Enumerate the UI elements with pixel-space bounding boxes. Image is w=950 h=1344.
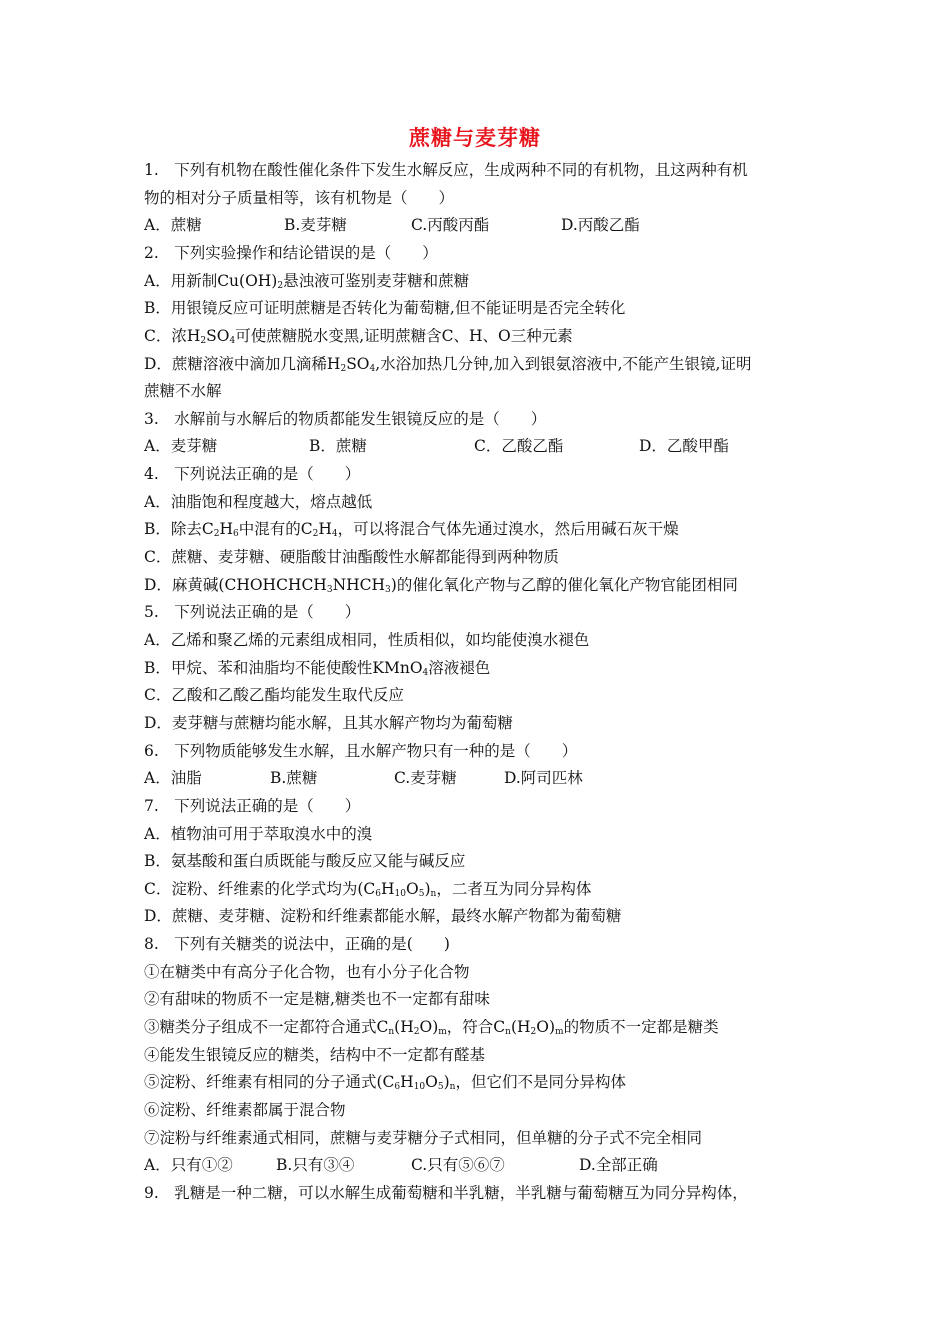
q2-stem: 2. 下列实验操作和结论错误的是（ ） [144,244,438,262]
q8-statement-2: ②有甜味的物质不一定是糖,糖类也不一定都有甜味 [144,990,490,1008]
q8-option-d: D.全部正确 [579,1156,658,1174]
q6-option-a: A．油脂 [144,769,202,787]
q3-option-b: B．蔗糖 [309,437,367,455]
q4-option-c: C．蔗糖、麦芽糖、硬脂酸甘油酯酸性水解都能得到两种物质 [144,548,559,566]
q9-stem: 9. 乳糖是一种二糖，可以水解生成葡萄糖和半乳糖，半乳糖与葡萄糖互为同分异构体， [144,1184,748,1202]
q7-stem: 7. 下列说法正确的是（ ） [144,797,361,815]
q8-option-b: B.只有③④ [276,1156,355,1174]
q8-statement-3: ③糖类分子组成不一定都符合通式$C_n(H_2O)_m$，符合$C_n(H_2O)_m$的物质不一定都是糖类 [144,1018,719,1037]
q8-statement-6: ⑥淀粉、纤维素都属于混合物 [144,1101,346,1119]
q8-statement-5: ⑤淀粉、纤维素有相同的分子通式$(C_6H_{10}O_5)_n$，但它们不是同分异构体 [144,1073,626,1092]
q6-option-c: C.麦芽糖 [394,769,457,787]
q8-option-a: A．只有①② [144,1156,233,1174]
q7-option-c: C．淀粉、纤维素的化学式均为$(C_6H_{10}O_5)_n$，二者互为同分异构体 [144,880,592,899]
q1-option-a: A．蔗糖 [144,216,202,234]
q4-stem: 4. 下列说法正确的是（ ） [144,465,361,483]
q2-option-a: A．用新制$Cu(OH)_2$悬浊液可鉴别麦芽糖和蔗糖 [144,272,470,291]
q2-option-d-continued: 蔗糖不水解 [144,382,222,400]
q8-option-c: C.只有⑤⑥⑦ [411,1156,505,1174]
q2-option-d: D．蔗糖溶液中滴加几滴稀$H_2SO_4$,水浴加热几分钟,加入到银氨溶液中,不能产生银镜,证明 [144,355,752,374]
q1-stem-line-2: 物的相对分子质量相等，该有机物是（ ） [144,189,455,207]
q5-stem: 5. 下列说法正确的是（ ） [144,603,361,621]
q2-option-c: C．浓$H_2SO_4$可使蔗糖脱水变黑,证明蔗糖含C、H、O三种元素 [144,327,573,346]
q8-options [144,1155,658,1175]
q1-stem-line-1: 1. 下列有机物在酸性催化条件下发生水解反应，生成两种不同的有机物，且这两种有机 [144,161,748,179]
q6-option-b: B.蔗糖 [270,769,318,787]
q7-option-b: B．氨基酸和蛋白质既能与酸反应又能与碱反应 [144,852,466,870]
q8-statement-1: ①在糖类中有高分子化合物，也有小分子化合物 [144,963,470,981]
q6-stem: 6. 下列物质能够发生水解，且水解产物只有一种的是（ ） [144,742,578,760]
q4-option-b: B．除去$C_2H_6$中混有的$C_2H_4$，可以将混合气体先通过溴水，然后用碱石灰干燥 [144,520,679,539]
q1-option-c: C.丙酸丙酯 [411,216,490,234]
q8-statement-7: ⑦淀粉与纤维素通式相同，蔗糖与麦芽糖分子式相同，但单糖的分子式不完全相同 [144,1129,703,1147]
q6-option-d: D.阿司匹林 [504,769,583,787]
q6-options [144,768,583,788]
q1-options [144,215,640,235]
q7-option-a: A．植物油可用于萃取溴水中的溴 [144,825,373,843]
q3-option-d: D．乙酸甲酯 [639,437,729,455]
q3-option-a: A．麦芽糖 [144,437,218,455]
q5-option-d: D．麦芽糖与蔗糖均能水解，且其水解产物均为葡萄糖 [144,714,513,732]
q7-option-d: D．蔗糖、麦芽糖、淀粉和纤维素都能水解，最终水解产物都为葡萄糖 [144,907,622,925]
q3-options [144,436,729,456]
q8-statement-4: ④能发生银镜反应的糖类，结构中不一定都有醛基 [144,1046,486,1064]
q5-option-b: B．甲烷、苯和油脂均不能使酸性KMnO$_4$溶液褪色 [144,659,491,678]
q1-option-b: B.麦芽糖 [284,216,347,234]
q3-stem: 3. 水解前与水解后的物质都能发生银镜反应的是（ ） [144,410,547,428]
q4-option-d: D．麻黄碱$(CHOHCHCH_3NHCH_3)$的催化氧化产物与乙醇的催化氧化产物官能团相同 [144,576,738,595]
q8-stem: 8. 下列有关糖类的说法中，正确的是( ) [144,935,450,953]
q3-option-c: C．乙酸乙酯 [474,437,564,455]
q1-option-d: D.丙酸乙酯 [561,216,640,234]
q5-option-a: A．乙烯和聚乙烯的元素组成相同，性质相似，如均能使溴水褪色 [144,631,590,649]
q5-option-c: C．乙酸和乙酸乙酯均能发生取代反应 [144,686,404,704]
q4-option-a: A．油脂饱和程度越大，熔点越低 [144,493,373,511]
page-title: 蔗糖与麦芽糖 [409,126,541,150]
q2-option-b: B．用银镜反应可证明蔗糖是否转化为葡萄糖,但不能证明是否完全转化 [144,299,626,317]
